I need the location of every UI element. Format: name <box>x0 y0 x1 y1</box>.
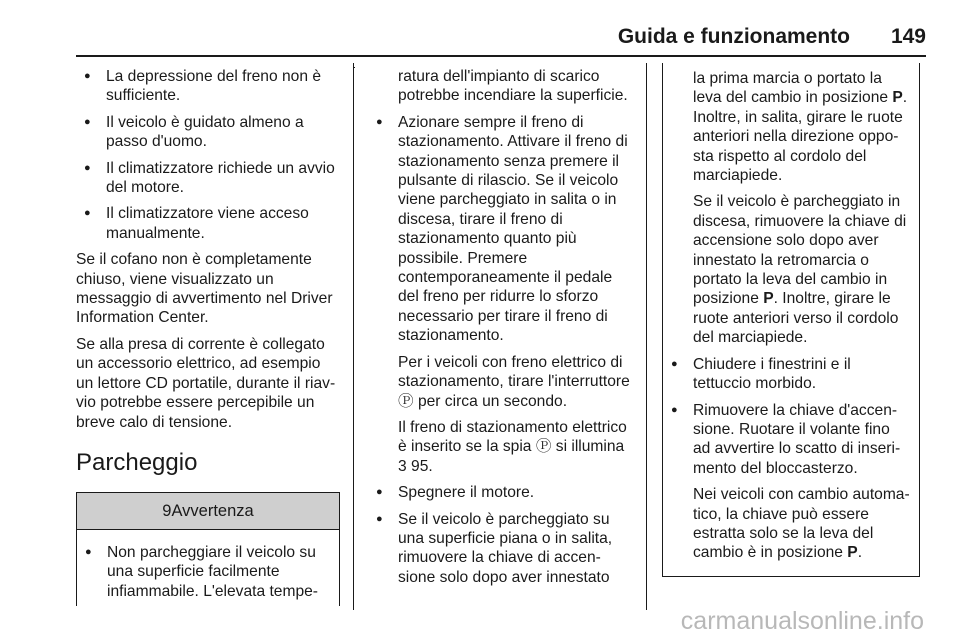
watermark: carmanualsonline.info <box>680 607 924 635</box>
warning-icon: 9 <box>162 501 172 520</box>
column-3 <box>662 63 920 577</box>
list-item: ● Spegnere il motore. <box>368 483 632 502</box>
column-2 <box>368 67 632 594</box>
parking-brake-icon: Ⓟ <box>398 392 414 410</box>
reference-arrow-icon: 3 <box>398 457 407 475</box>
warning-box <box>76 492 340 606</box>
gear-position-p: P <box>847 544 858 562</box>
list-item: ● Se il veicolo è parcheggiato su una superficie piana o in salita, rimuovere la chiave di accensione solo dopo aver innestato <box>368 510 632 588</box>
list-item: ● Il veicolo è guidato almeno a passo d'uomo. <box>76 113 340 152</box>
column-separator-right <box>646 63 647 610</box>
header-rule <box>76 55 926 57</box>
list-item: ● Azionare sempre il freno di stazionamento. Attivare il freno di stazionamento senza premere il pulsante di rilascio. Se il veicolo viene parcheggiato in salita o in discesa, tirare il freno di stazionamento quanto più possibile. Premere contemporaneamente il pedale del freno per ridurre lo sforzo necessario per tirare il freno di stazionamento. <box>368 113 632 346</box>
sub-paragraph-downhill: Se il veicolo è parcheggiato in discesa, rimuovere la chiave di accensione solo dopo aver innestato la retromarcia o portato la leva del cambio in posizione P. Inoltre, girare le ruote anteriori verso il cordolo del marciapiede. <box>693 193 907 347</box>
paragraph-hood: Se il cofano non è completamente chiuso, viene visualizzato un messaggio di avvertimento nel Driver Information Center. <box>76 251 333 327</box>
warning-box-continuation <box>662 63 920 577</box>
paragraph-power-outlet: Se alla presa di corrente è collegato un accessorio elettrico, ad esempio un lettore CD portatile, durante il riavvio potrebbe essere percepibile un breve calo di tensione. <box>76 335 336 431</box>
warning-continuation: ratura dell'impianto di scarico potrebbe incendiare la superficie. <box>398 68 628 105</box>
sub-paragraph-electric-brake: Per i veicoli con freno elettrico di stazionamento, tirare l'interruttore Ⓟ per circa un secondo. <box>398 353 630 410</box>
section-title: Parcheggio <box>76 448 198 476</box>
column-separator-left <box>353 63 354 610</box>
sub-paragraph-indicator: Il freno di stazionamento elettrico è inserito se la spia Ⓟ si illumina 3 95. <box>398 418 627 475</box>
list-item: ● Chiudere i finestrini e il tettuccio morbido. <box>663 355 911 394</box>
continuation-text: la prima marcia o portato la leva del cambio in posizione P. Inoltre, in salita, girare le ruote anteriori nella direzione opposta rispetto al cordolo del marciapiede. <box>693 70 908 185</box>
column-1 <box>76 67 340 606</box>
warning-title: Avvertenza <box>171 501 254 520</box>
list-item: ● Il climatizzatore viene acceso manualmente. <box>76 204 340 243</box>
page-number: 149 <box>890 25 926 48</box>
gear-position-p: P <box>763 290 774 308</box>
list-item: ● La depressione del freno non è sufficiente. <box>76 67 340 106</box>
sub-paragraph-automatic: Nei veicoli con cambio automatico, la chiave può essere estratta solo se la leva del cambio è in posizione P. <box>693 486 910 562</box>
list-item: ● Rimuovere la chiave d'accensione. Ruotare il volante fino ad avvertire lo scatto di inserimento del bloccasterzo. <box>663 401 911 479</box>
warning-header <box>77 493 339 530</box>
parking-brake-icon: Ⓟ <box>535 438 552 456</box>
list-item: ● Il climatizzatore richiede un avvio del motore. <box>76 159 340 198</box>
gear-position-p: P <box>892 89 903 107</box>
warning-bullet: ● Non parcheggiare il veicolo su una superficie facilmente infiammabile. L'elevata tempe- <box>77 543 339 601</box>
page-header-title: Guida e funzionamento <box>617 25 850 48</box>
